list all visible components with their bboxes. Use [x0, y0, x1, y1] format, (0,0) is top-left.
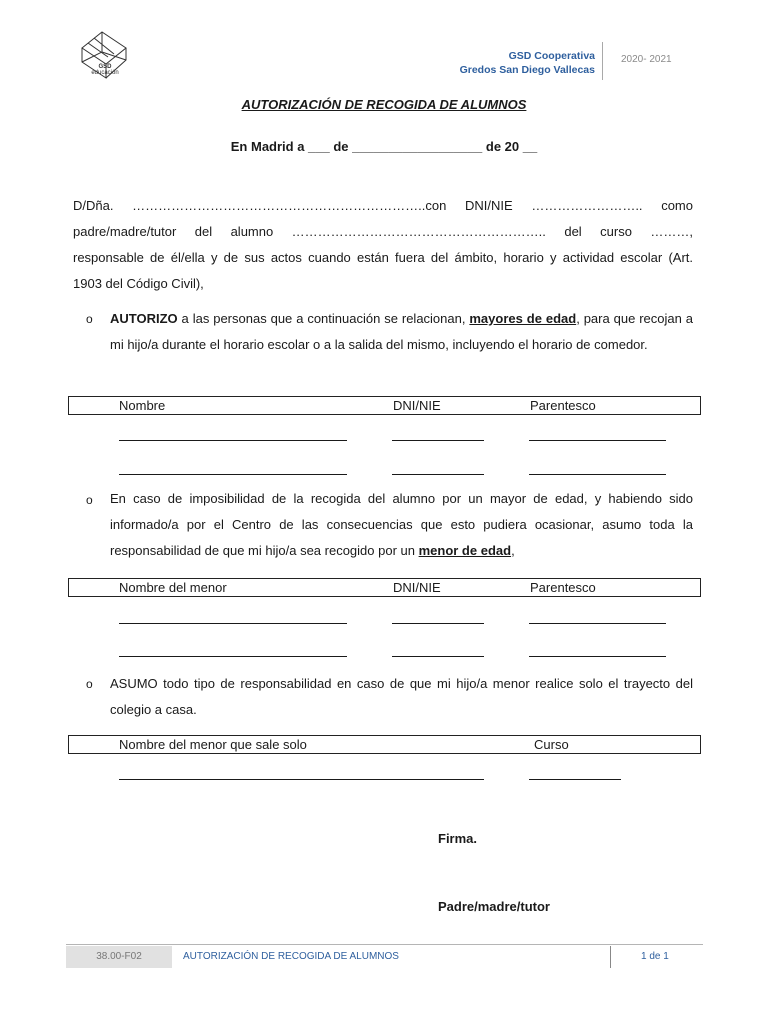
section1-text	[110, 306, 693, 358]
table2-row1-dni-field[interactable]	[392, 623, 484, 624]
footer-title: AUTORIZACIÓN DE RECOGIDA DE ALUMNOS	[183, 951, 399, 962]
table2-col-parentesco: Parentesco	[530, 580, 596, 595]
menor-de-edad: menor de edad	[418, 543, 512, 558]
table2-col-nombre-menor: Nombre del menor	[119, 580, 227, 595]
table2-row1-nombre-field[interactable]	[119, 623, 347, 624]
padre-madre-tutor-label: Padre/madre/tutor	[438, 899, 550, 914]
section2-text-a: En caso de imposibilidad de la recogida del alumno por un mayor de edad, y habiendo sido informado/a por el Centro de las consecuencias que esto pudiera ocasionar, asumo toda la responsabilidad de que mi hijo/a sea recogido por un	[110, 491, 693, 558]
header-divider	[602, 42, 603, 80]
logo-text-sub: educación	[91, 70, 119, 76]
table1-row1-parentesco-field[interactable]	[529, 440, 666, 441]
table2-col-dni: DNI/NIE	[393, 580, 441, 595]
org-name: GSD Cooperativa	[508, 50, 595, 62]
academic-year: 2020- 2021	[621, 54, 672, 65]
intro-line-3: responsable de él/ella y de sus actos cuando están fuera del ámbito, horario y actividad escolar (Art.	[73, 250, 693, 265]
table3-row1-nombre-field[interactable]	[119, 779, 484, 780]
table1-row1-nombre-field[interactable]	[119, 440, 347, 441]
table1-row1-dni-field[interactable]	[392, 440, 484, 441]
table1-header	[68, 396, 701, 415]
table3-header	[68, 735, 701, 754]
section3-text: ASUMO todo tipo de responsabilidad en caso de que mi hijo/a menor realice solo el trayecto del colegio a casa.	[110, 676, 693, 717]
school-name: Gredos San Diego Vallecas	[459, 64, 595, 76]
table2-row2-parentesco-field[interactable]	[529, 656, 666, 657]
table3-col-curso: Curso	[534, 737, 569, 752]
logo-text	[90, 64, 120, 76]
table3-row1-curso-field[interactable]	[529, 779, 621, 780]
section2-text	[110, 486, 693, 564]
bullet-1: o	[86, 312, 93, 326]
organization-block	[460, 49, 595, 77]
footer-form-code: 38.00-F02	[66, 946, 172, 968]
mayores-de-edad: mayores de edad	[469, 311, 577, 326]
bullet-3: o	[86, 677, 93, 691]
footer-page-number: 1 de 1	[641, 951, 669, 962]
table1-row2-nombre-field[interactable]	[119, 474, 347, 475]
section2-text-b: ,	[511, 543, 515, 558]
table3-col-nombre-menor-solo: Nombre del menor que sale solo	[119, 737, 307, 752]
intro-paragraph	[73, 193, 693, 297]
table2-row1-parentesco-field[interactable]	[529, 623, 666, 624]
intro-line-2: padre/madre/tutor del alumno ………………………………………………….. del curso ………,	[73, 224, 693, 239]
section1-text-b: , para que recojan a mi hijo/a durante el horario escolar o a la salida del mismo, incluyendo el horario de comedor.	[110, 311, 693, 352]
firma-label: Firma.	[438, 831, 478, 846]
footer-divider	[610, 946, 611, 968]
table1-row2-parentesco-field[interactable]	[529, 474, 666, 475]
section1-text-a: a las personas que a continuación se relacionan,	[177, 311, 470, 326]
table1-col-parentesco: Parentesco	[530, 398, 596, 413]
document-title: AUTORIZACIÓN DE RECOGIDA DE ALUMNOS	[241, 97, 527, 112]
bullet-2: o	[86, 493, 93, 507]
table2-header	[68, 578, 701, 597]
footer-rule	[66, 944, 703, 945]
table2-row2-dni-field[interactable]	[392, 656, 484, 657]
intro-line-4: 1903 del Código Civil),	[73, 276, 204, 291]
table1-col-nombre: Nombre	[119, 398, 166, 413]
autorizo-label: AUTORIZO	[110, 311, 178, 326]
place-date-line: En Madrid a ___ de __________________ de 20 __	[230, 139, 538, 154]
logo-text-gsd: GSD	[98, 64, 112, 70]
table1-row2-dni-field[interactable]	[392, 474, 484, 475]
intro-line-1: D/Dña. …………………………………………………………..con DNI/NIE …………………….. como	[73, 198, 693, 213]
table2-row2-nombre-field[interactable]	[119, 656, 347, 657]
table1-col-dni: DNI/NIE	[393, 398, 441, 413]
